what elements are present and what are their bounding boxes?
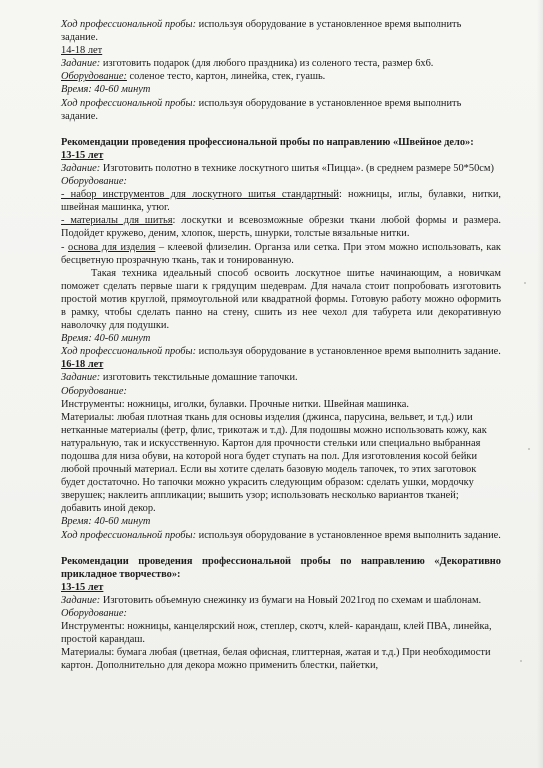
equipment-label: Оборудование: [61,71,127,83]
task-line [61,594,501,607]
task-line [61,371,501,384]
hod-line-2-end: задание. [61,110,98,122]
hod-label: Ход профессиональной пробы: [61,529,197,541]
equipment-text: соленое тесто, картон, линейка, стек, гуашь. [126,71,326,83]
equipment-item-2 [61,214,501,240]
equipment-item-1 [61,188,501,214]
time-line: Время: 40-60 минут [61,516,151,528]
time-line: Время: 40-60 минут [61,333,151,345]
document-body [61,18,501,673]
hod-line-1 [61,18,501,31]
materials-paragraph: Материалы: бумага любая (цветная, белая офисная, глиттерная, жатая и т.д.) При необходимости картон. Дополнительно для декора можно применить блестки, пайетки, [61,647,491,672]
equipment-label: Оборудование: [61,385,127,397]
hod-text: используя оборудование в установленное время выполнить задание. [196,346,501,358]
hod-line [61,345,501,358]
age-heading-13-15: 13-15 лет [61,149,104,161]
age-heading-14-18: 14-18 лет [61,45,103,57]
item-title: - материалы для шитья [61,215,173,227]
age-heading-16-18: 16-18 лет [61,359,104,371]
task-label: Задание: [61,372,101,384]
hod-text: используя оборудование в установленное время выполнить задание. [196,529,501,541]
item-title: - набор инструментов для лоскутного шитья стандартный [61,189,339,201]
technique-paragraph: Такая техника идеальный способ освоить лоскутное шитье начинающим, а новичкам поможет сделать первые шаги к грядущим шедеврам. Для начала стоит попробовать изготовить простой мотив круглой, прямоугольной или квадратной формы. Готовую работу можно оформить в рамку, чтобы сделать панно на стену, сшить из нее чехол для табурета или декоративную наволочку для подушки. [61,267,501,332]
scan-speck [520,660,522,662]
task-text: Изготовить объемную снежинку из бумаги на Новый 2021год по схемам и шаблонам. [100,594,482,606]
hod-line-1-end: задание. [61,32,98,44]
time-line: Время: 40-60 минут [61,84,151,96]
equipment-line [61,70,501,83]
task-text: Изготовить полотно в технике лоскутного шитья «Пицца». (в среднем размере 50*50см) [100,162,494,174]
task-text: изготовить текстильные домашние тапочки. [100,372,298,384]
scan-speck [524,282,526,284]
hod-text: используя оборудование в установленное время выполнить [196,97,462,109]
equipment-item-3 [61,241,501,267]
equipment-label: Оборудование: [61,176,127,188]
tools-line: Инструменты: ножницы, иголки, булавки. Прочные нитки. Швейная машинка. [61,398,409,410]
age-heading-13-15: 13-15 лет [61,581,104,593]
hod-label: Ход профессиональной пробы: [61,19,197,30]
task-line [61,162,501,175]
scan-speck [528,448,530,450]
task-text: изготовить подарок (для любого праздника) из соленого теста, размер 6х6. [100,58,434,70]
task-label: Задание: [61,594,101,606]
item-text: : ножницы, иглы, булавки, нитки, швейная машинка, утюг. [61,189,501,214]
item-title: основа для изделия [67,241,156,253]
section-heading-sewing: Рекомендации проведения профессиональной пробы по направлению «Швейное дело»: [61,136,474,148]
task-line [61,57,501,70]
item-prefix: - [61,241,68,253]
item-text: – клеевой флизелин. Органза или сетка. При этом можно использовать, как бесцветную прозрачную ткань, так и тонированную. [61,241,501,266]
hod-line [61,529,501,542]
materials-paragraph: Материалы: любая плотная ткань для основы изделия (джинса, парусина, вельвет, и т.д.) или нетканные материалы (фетр, флис, трикотаж и т.д). Для подошвы можно использовать кожу, как натуральную, так и искусственную. Картон для прочности стельки или специально выбранная подошва для низа обуви, на которой нога будет ступать на пол. Для изготовления косой бейки любой прочный материал. Если вы хотите сделать базовую модель тапочек, то этих заготовок будет достаточно. Но тапочки можно украсить следующим образом: сделать ушки, мордочку зверушек; наклеить аппликации; вышить узор; использовать несколько вариантов тканей; добавить иной декор. [61,411,487,515]
section-heading-decor: Рекомендации проведения профессиональной пробы по направлению «Декоративно прикладное творчество»: [61,555,501,580]
page-edge-shadow [537,0,543,768]
tools-line: Инструменты: ножницы, канцелярский нож, степлер, скотч, клей- карандаш, клей ПВА, линейка, простой карандаш. [61,621,492,646]
hod-label: Ход профессиональной пробы: [61,97,197,109]
item-text: : лоскутки и всевозможные обрезки ткани любой формы и размера. Подойдет кружево, деним, хлопок, шерсть, шнурки, толстые вязальные нитки. [61,215,502,240]
hod-text: используя оборудование в установленное время выполнить [196,19,462,30]
hod-label: Ход профессиональной пробы: [61,346,197,358]
equipment-label: Оборудование: [61,608,127,620]
hod-line-2 [61,97,501,110]
task-label: Задание: [61,162,101,174]
task-label: Задание: [61,58,101,70]
